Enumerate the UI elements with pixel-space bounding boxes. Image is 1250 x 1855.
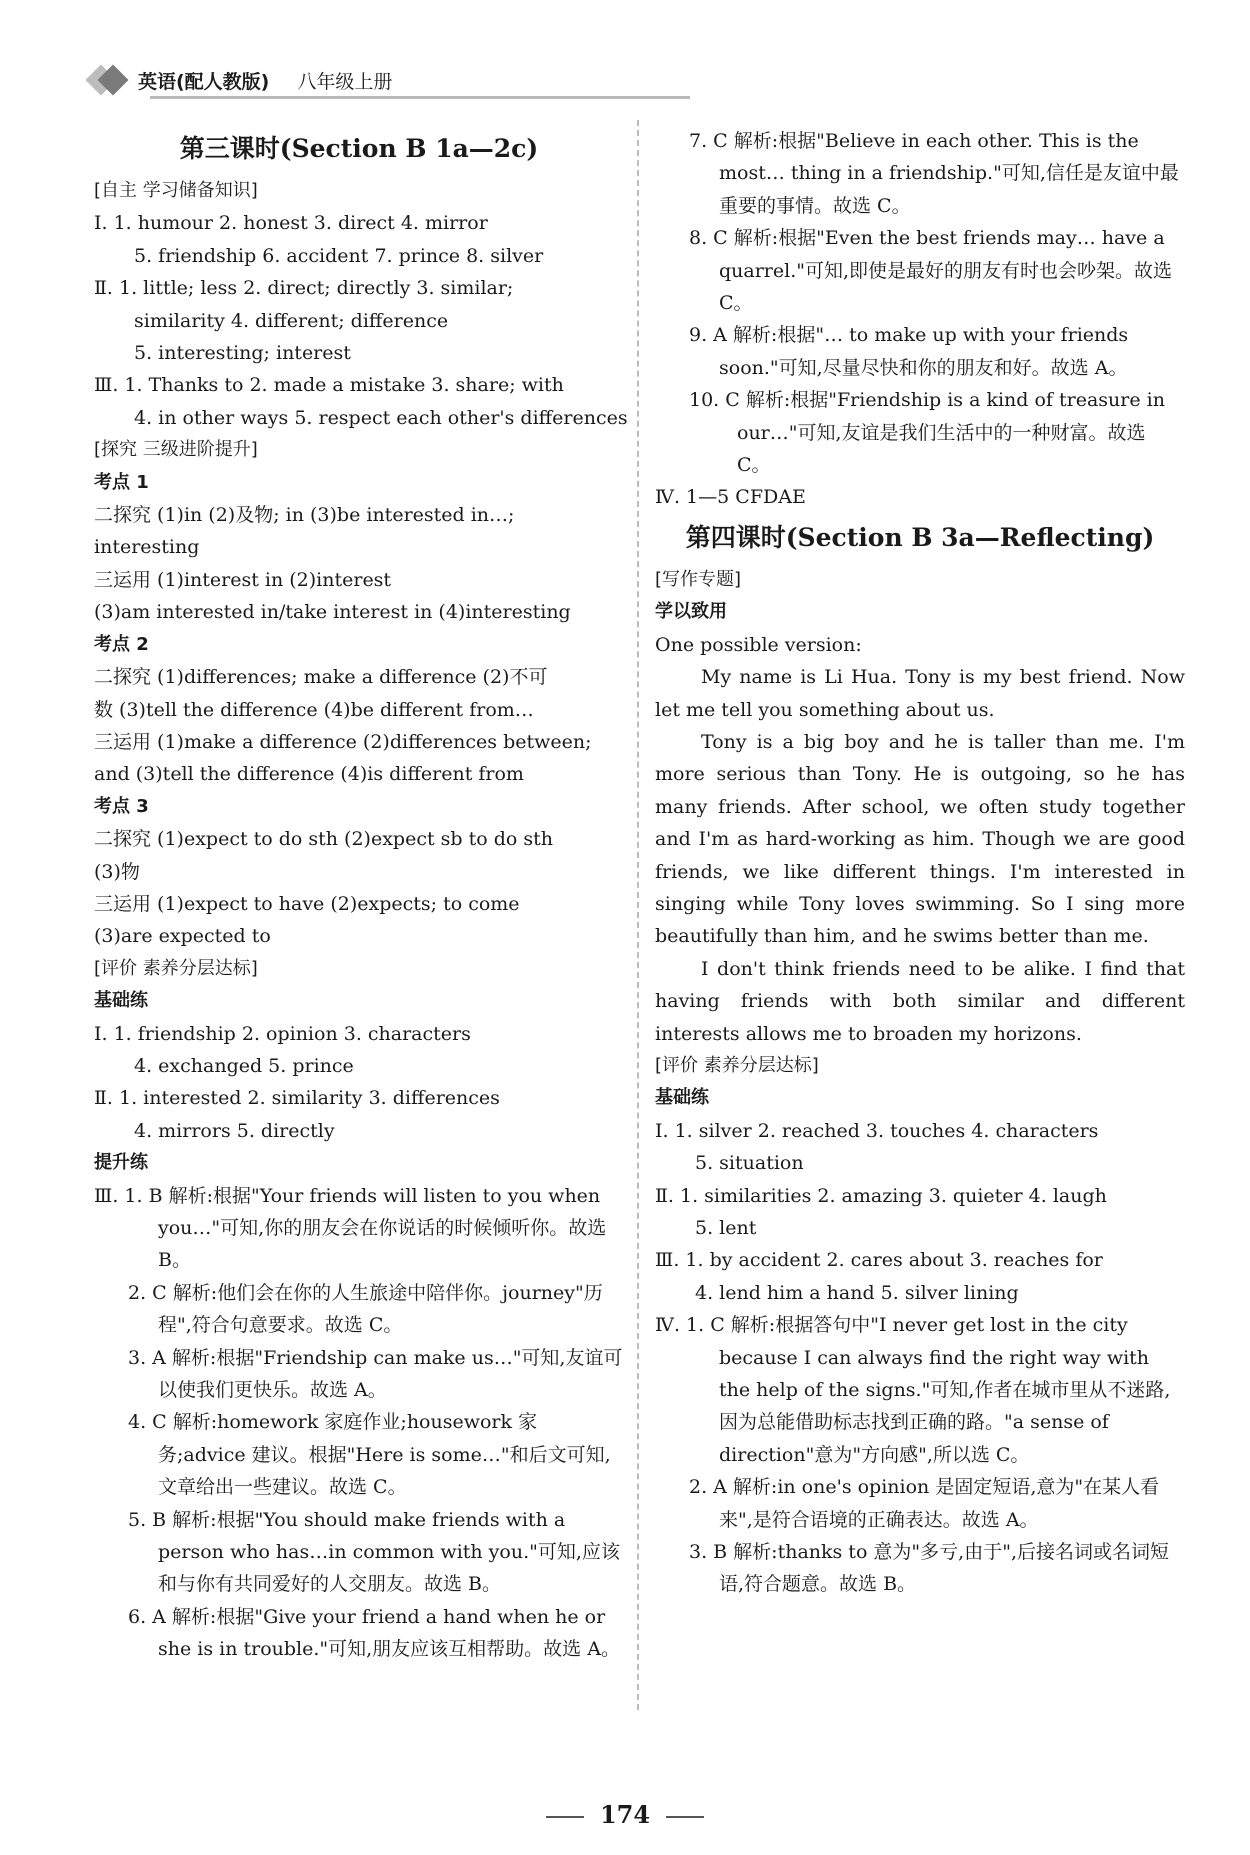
header-rule [150, 96, 690, 99]
explanation-item: 2. A 解析:in one's opinion 是固定短语,意为"在某人看来",是符合语境的正确表达。故选 A。 [689, 1476, 1160, 1531]
practice-heading: 提升练 [94, 1152, 148, 1174]
essay-paragraph: My name is Li Hua. Tony is my best friend. Now let me tell you something about us. [655, 666, 1185, 721]
page-number [0, 1800, 1250, 1829]
answer-line: 4. in other ways 5. respect each other's differences [134, 406, 628, 429]
diamond-logo-icon [90, 63, 124, 97]
answer-line: and (3)tell the difference (4)is different from [94, 763, 524, 786]
explanation-item: 2. C 解析:他们会在你的人生旅途中陪伴你。journey"历程",符合句意要求。故选 C。 [128, 1281, 603, 1337]
answer-line: 三运用 (1)make a difference (2)differences between; [94, 730, 592, 753]
answer-line: 三运用 (1)expect to have (2)expects; to come [94, 892, 520, 915]
explanation-item: 10. C 解析:根据"Friendship is a kind of treasure in our…"可知,友谊是我们生活中的一种财富。故选 C。 [689, 389, 1165, 477]
section-tag: [写作专题] [655, 568, 742, 590]
section-tag: [评价 素养分层达标] [655, 1054, 819, 1076]
explanation-item: Ⅲ. 1. B 解析:根据"Your friends will listen to you when you…"可知,你的朋友会在你说话的时候倾听你。故选 B。 [94, 1184, 607, 1272]
practice-heading: 基础练 [655, 1087, 709, 1109]
answer-line: Ⅰ. 1. silver 2. reached 3. touches 4. characters [655, 1119, 1099, 1142]
answer-line: Ⅳ. 1—5 CFDAE [655, 486, 806, 509]
lesson-title-4: 第四课时(Section B 3a—Reflecting) [685, 522, 1155, 552]
key-point-heading: 考点 2 [94, 633, 149, 655]
left-column [94, 125, 628, 1666]
explanation-item: 4. C 解析:homework 家庭作业;housework 家务;advice 建议。根据"Here is some…"和后文可知,文章给出一些建议。故选 C。 [128, 1411, 611, 1499]
answer-line: 5. friendship 6. accident 7. prince 8. silver [134, 244, 544, 267]
page-number-text: 174 [599, 1800, 651, 1829]
essay-paragraph: Tony is a big boy and he is taller than me. I'm more serious than Tony. He is outgoing, so he has many friends. After school, we often study together and I'm as hard-working as him. Though we are good friends, we like different things. I'm interested in singing while Tony loves swimming. So I sing more beautifully than him, and he swims better than me. [655, 730, 1185, 948]
answer-line: 二探究 (1)expect to do sth (2)expect sb to do sth [94, 828, 553, 851]
answer-line: (3)are expected to [94, 925, 271, 948]
practice-heading: 学以致用 [655, 601, 727, 623]
answer-line: 数 (3)tell the difference (4)be different from… [94, 698, 534, 721]
lesson-title-3: 第三课时(Section B 1a—2c) [179, 134, 539, 163]
column-divider [637, 120, 639, 1710]
practice-heading: 基础练 [94, 990, 148, 1012]
explanation-item: 5. B 解析:根据"You should make friends with a person who has…in common with you."可知,应该和与你有共同爱好的人交朋友。故选 B。 [128, 1508, 620, 1596]
explanation-item: 3. B 解析:thanks to 意为"多亏,由于",后接名词或名词短语,符合题意。故选 B。 [689, 1541, 1169, 1596]
answer-line: Ⅱ. 1. interested 2. similarity 3. differences [94, 1087, 500, 1110]
answer-line: similarity 4. different; difference [134, 309, 449, 332]
essay-paragraph: I don't think friends need to be alike. I find that having friends with both similar and different interests allows me to broaden my horizons. [655, 957, 1185, 1045]
answer-line: Ⅲ. 1. Thanks to 2. made a mistake 3. share; with [94, 374, 564, 397]
answer-line: 4. mirrors 5. directly [134, 1119, 335, 1142]
explanation-item: 7. C 解析:根据"Believe in each other. This is the most… thing in a friendship."可知,信任是友谊中最重要的事情。故选 C。 [689, 130, 1179, 217]
book-title: 英语(配人教版) [138, 70, 270, 93]
answer-line: (3)物 [94, 860, 140, 883]
answer-line: Ⅰ. 1. humour 2. honest 3. direct 4. mirror [94, 212, 488, 235]
essay-intro: One possible version: [655, 633, 862, 656]
book-grade: 八年级上册 [297, 70, 393, 93]
answer-line: 4. lend him a hand 5. silver lining [695, 1281, 1019, 1304]
section-tag: [评价 素养分层达标] [94, 957, 258, 979]
key-point-heading: 考点 1 [94, 471, 149, 493]
answer-line: 二探究 (1)in (2)及物; in (3)be interested in…; [94, 504, 515, 527]
explanation-item: 8. C 解析:根据"Even the best friends may… have a quarrel."可知,即使是最好的朋友有时也会吵架。故选 C。 [689, 227, 1173, 315]
answer-line: 5. lent [695, 1217, 757, 1239]
answer-line: (3)am interested in/take interest in (4)interesting [94, 601, 571, 624]
answer-line: Ⅰ. 1. friendship 2. opinion 3. characters [94, 1022, 471, 1045]
answer-line: Ⅱ. 1. similarities 2. amazing 3. quieter 4. laugh [655, 1184, 1107, 1207]
answer-line: Ⅱ. 1. little; less 2. direct; directly 3. similar; [94, 277, 514, 300]
key-point-heading: 考点 3 [94, 795, 149, 817]
section-tag: [探究 三级进阶提升] [94, 439, 258, 461]
answer-line: 5. interesting; interest [134, 342, 351, 365]
explanation-item: Ⅳ. 1. C 解析:根据答句中"I never get lost in the city because I can always find the right way with the help of the signs."可知,作者在城市里从不迷路,因为总能借助标志找到正确的路。"a sense of direction"意为"方向感",所以选 C。 [655, 1314, 1171, 1466]
answer-line: Ⅲ. 1. by accident 2. cares about 3. reaches for [655, 1249, 1103, 1272]
answer-line: interesting [94, 536, 200, 559]
answer-line: 三运用 (1)interest in (2)interest [94, 568, 392, 591]
explanation-item: 6. A 解析:根据"Give your friend a hand when he or she is in trouble."可知,朋友应该互相帮助。故选 A。 [128, 1605, 620, 1661]
right-column [655, 125, 1185, 1601]
section-tag: [自主 学习储备知识] [94, 180, 258, 201]
answer-line: 4. exchanged 5. prince [134, 1054, 354, 1077]
answer-line: 二探究 (1)differences; make a difference (2)不可 [94, 666, 548, 689]
explanation-item: 9. A 解析:根据"… to make up with your friends soon."可知,尽量尽快和你的朋友和好。故选 A。 [689, 324, 1129, 379]
answer-line: 5. situation [695, 1152, 804, 1175]
explanation-item: 3. A 解析:根据"Friendship can make us…"可知,友谊可以使我们更快乐。故选 A。 [128, 1346, 623, 1402]
